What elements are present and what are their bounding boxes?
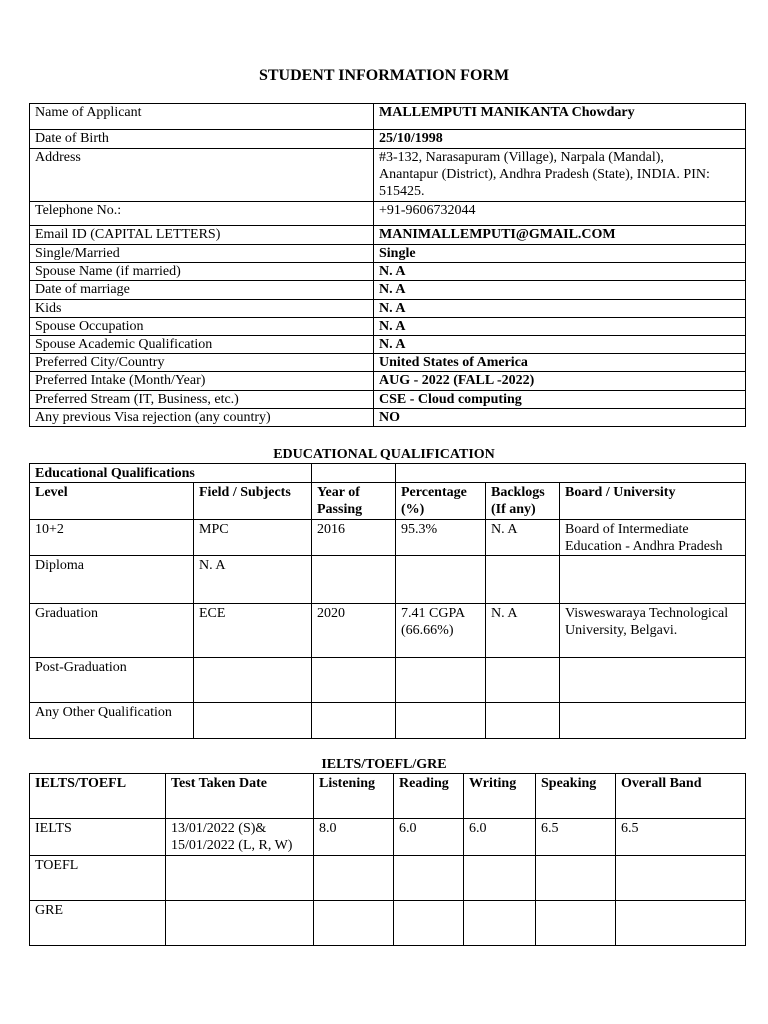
field-value: +91-9606732044 <box>374 202 746 226</box>
table-cell <box>312 703 396 739</box>
table-cell <box>396 703 486 739</box>
table-cell: Visweswaraya Technological University, Belgavi. <box>560 604 746 658</box>
table-cell: 95.3% <box>396 520 486 556</box>
column-header: Listening <box>314 774 394 819</box>
table-cell: Post-Graduation <box>30 658 194 703</box>
table-row <box>30 149 746 202</box>
column-header: Level <box>30 483 194 520</box>
table-cell: 6.0 <box>464 819 536 856</box>
column-header: Reading <box>394 774 464 819</box>
table-cell: IELTS <box>30 819 166 856</box>
table-cell <box>312 556 396 604</box>
field-value: N. A <box>374 336 746 354</box>
table-cell <box>536 856 616 901</box>
field-value: AUG - 2022 (FALL -2022) <box>374 372 746 391</box>
table-cell <box>314 856 394 901</box>
field-value: MALLEMPUTI MANIKANTA Chowdary <box>374 104 746 130</box>
education-heading: EDUCATIONAL QUALIFICATION <box>273 447 495 462</box>
table-row <box>30 901 746 946</box>
field-label: Spouse Academic Qualification <box>30 336 374 354</box>
field-value: CSE - Cloud computing <box>374 391 746 409</box>
table-cell: 13/01/2022 (S)& 15/01/2022 (L, R, W) <box>166 819 314 856</box>
tests-table <box>29 773 746 946</box>
table-row <box>30 245 746 263</box>
table-cell: N. A <box>194 556 312 604</box>
column-header: IELTS/TOEFL <box>30 774 166 819</box>
table-cell: N. A <box>486 604 560 658</box>
field-label: Telephone No.: <box>30 202 374 226</box>
field-label: Name of Applicant <box>30 104 374 130</box>
column-header: Speaking <box>536 774 616 819</box>
field-label: Email ID (CAPITAL LETTERS) <box>30 226 374 245</box>
field-value: Single <box>374 245 746 263</box>
field-value: NO <box>374 409 746 427</box>
table-row <box>30 281 746 300</box>
table-cell: 10+2 <box>30 520 194 556</box>
table-cell: 2020 <box>312 604 396 658</box>
table-cell: 8.0 <box>314 819 394 856</box>
field-value: #3-132, Narasapuram (Village), Narpala (Mandal), Anantapur (District), Andhra Pradesh (State), INDIA. PIN: 515425. <box>374 149 746 202</box>
table-cell: N. A <box>486 520 560 556</box>
table-cell <box>194 658 312 703</box>
field-value: United States of America <box>374 354 746 372</box>
personal-info-table <box>29 103 746 427</box>
table-cell: 7.41 CGPA (66.66%) <box>396 604 486 658</box>
education-table <box>29 463 746 739</box>
table-cell <box>616 856 746 901</box>
table-row <box>30 336 746 354</box>
table-row <box>30 372 746 391</box>
table-row <box>30 819 746 856</box>
table-cell: 6.5 <box>616 819 746 856</box>
table-cell: Any Other Qualification <box>30 703 194 739</box>
table-row <box>30 104 746 130</box>
table-row <box>30 604 746 658</box>
field-label: Spouse Occupation <box>30 318 374 336</box>
table-cell <box>486 703 560 739</box>
table-cell <box>396 658 486 703</box>
field-label: Date of marriage <box>30 281 374 300</box>
table-cell: 6.0 <box>394 819 464 856</box>
column-header: Percentage (%) <box>396 483 486 520</box>
table-cell <box>166 856 314 901</box>
column-header: Backlogs (If any) <box>486 483 560 520</box>
table-cell <box>464 901 536 946</box>
table-cell <box>194 464 312 483</box>
field-label: Any previous Visa rejection (any country) <box>30 409 374 427</box>
table-cell <box>394 901 464 946</box>
field-label: Preferred Stream (IT, Business, etc.) <box>30 391 374 409</box>
table-cell <box>166 901 314 946</box>
table-row <box>30 300 746 318</box>
table-cell: Board of Intermediate Education - Andhra Pradesh <box>560 520 746 556</box>
table-row <box>30 354 746 372</box>
table-row <box>30 391 746 409</box>
table-row <box>30 856 746 901</box>
field-value: N. A <box>374 318 746 336</box>
table-cell: 6.5 <box>536 819 616 856</box>
field-label: Date of Birth <box>30 130 374 149</box>
table-cell <box>616 901 746 946</box>
table-row <box>30 520 746 556</box>
table-cell <box>536 901 616 946</box>
column-header: Field / Subjects <box>194 483 312 520</box>
table-cell: ECE <box>194 604 312 658</box>
field-value: N. A <box>374 281 746 300</box>
table-cell <box>464 856 536 901</box>
table-cell: GRE <box>30 901 166 946</box>
column-header: Overall Band <box>616 774 746 819</box>
table-cell <box>486 658 560 703</box>
table-cell <box>312 658 396 703</box>
column-header: Board / University <box>560 483 746 520</box>
table-cell <box>314 901 394 946</box>
tests-heading: IELTS/TOEFL/GRE <box>321 757 447 772</box>
field-value: N. A <box>374 300 746 318</box>
column-header: Writing <box>464 774 536 819</box>
table-cell <box>396 556 486 604</box>
field-value: N. A <box>374 263 746 281</box>
table-cell: Diploma <box>30 556 194 604</box>
field-label: Spouse Name (if married) <box>30 263 374 281</box>
table-cell: 2016 <box>312 520 396 556</box>
field-label: Single/Married <box>30 245 374 263</box>
table-row <box>30 226 746 245</box>
field-value: 25/10/1998 <box>374 130 746 149</box>
table-row <box>30 130 746 149</box>
table-cell: MPC <box>194 520 312 556</box>
form-title: STUDENT INFORMATION FORM <box>258 67 510 84</box>
field-label: Preferred City/Country <box>30 354 374 372</box>
table-cell: TOEFL <box>30 856 166 901</box>
section-label: Educational Qualifications <box>30 464 194 483</box>
table-row <box>30 658 746 703</box>
table-cell <box>486 556 560 604</box>
table-row <box>30 703 746 739</box>
table-row <box>30 464 746 483</box>
table-cell <box>394 856 464 901</box>
table-header-row <box>30 774 746 819</box>
table-header-row <box>30 483 746 520</box>
field-label: Address <box>30 149 374 202</box>
field-value: MANIMALLEMPUTI@GMAIL.COM <box>374 226 746 245</box>
table-cell <box>194 703 312 739</box>
table-cell <box>396 464 746 483</box>
column-header: Test Taken Date <box>166 774 314 819</box>
table-cell <box>560 703 746 739</box>
table-cell <box>312 464 396 483</box>
table-row <box>30 202 746 226</box>
table-row <box>30 263 746 281</box>
field-label: Preferred Intake (Month/Year) <box>30 372 374 391</box>
field-label: Kids <box>30 300 374 318</box>
table-row <box>30 556 746 604</box>
table-row <box>30 409 746 427</box>
table-row <box>30 318 746 336</box>
table-cell <box>560 556 746 604</box>
table-cell: Graduation <box>30 604 194 658</box>
column-header: Year of Passing <box>312 483 396 520</box>
table-cell <box>560 658 746 703</box>
